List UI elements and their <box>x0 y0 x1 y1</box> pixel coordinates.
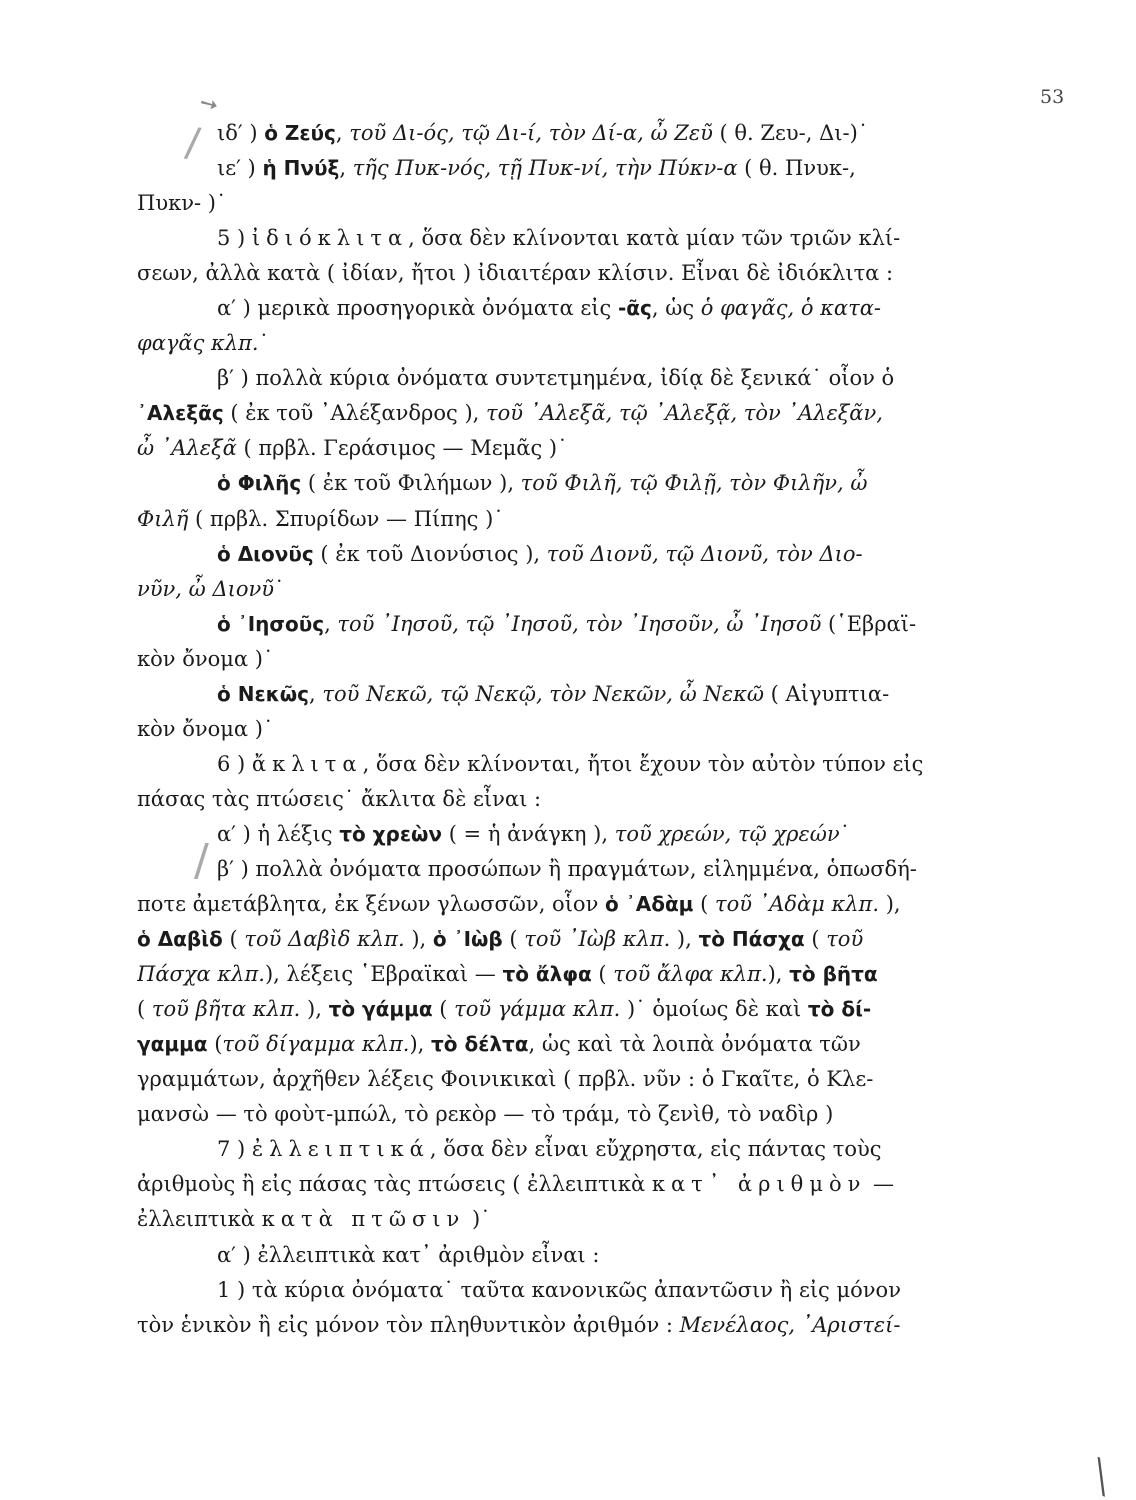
italic-form: τοῦ Δαβὶδ κλπ. <box>244 927 405 952</box>
text-segment: ), <box>409 1032 431 1057</box>
text-line <box>137 256 990 291</box>
text-segment: 5 ) <box>217 226 252 251</box>
text-line <box>137 852 990 887</box>
italic-form: τοῦ ᾿Αλεξᾶ, τῷ ᾿Αλεξᾷ, τὸν ᾿Αλεξᾶν, <box>485 401 883 426</box>
text-segment: ιε′ ) <box>217 156 263 181</box>
text-segment: ˙ <box>258 331 270 356</box>
text-line <box>137 466 990 501</box>
text-segment: ποτε ἀμετάβλητα, ἐκ ξένων γλωσσῶν, οἷον <box>137 892 606 917</box>
text-line <box>137 186 990 221</box>
text-line <box>137 747 990 782</box>
text-segment: ἐλλειπτικὰ <box>137 1207 262 1232</box>
text-line <box>137 887 990 922</box>
spaced-term: ἰδιόκλιτα <box>251 226 409 251</box>
bold-term: ὁ Δαβὶδ <box>137 927 223 952</box>
text-line <box>137 221 990 256</box>
text-segment: ( ἐκ τοῦ ᾿Αλέξανδρος ), <box>223 401 486 426</box>
italic-form: Μενέλαος, ᾿Αριστεί- <box>679 1312 901 1337</box>
text-segment: μανσὼ — τὸ φοὺτ-μπώλ, τὸ ρεκὸρ — τὸ τράμ, τὸ ζενὶθ, τὸ ναδὶρ ) <box>137 1102 834 1127</box>
text-segment: 1 ) τὰ κύρια ὀνόματα˙ ταῦτα κανονικῶς ἀπαντῶσιν ἢ εἰς μόνον <box>217 1277 901 1302</box>
text-segment: 7 ) <box>217 1137 252 1162</box>
text-line <box>137 1097 990 1132</box>
text-line <box>137 361 990 396</box>
bold-term: τὸ δέλτα <box>431 1032 529 1057</box>
text-segment: Πυκν- )˙ <box>137 191 227 216</box>
italic-form: τοῦ ἄλφα κλπ. <box>613 962 768 987</box>
text-segment: τὸν ἑνικὸν ἢ εἰς μόνον τὸν πληθυντικὸν ἀριθμόν : <box>137 1312 680 1337</box>
text-segment: , ὅσα δὲν κλίνονται, ἤτοι ἔχουν τὸν αὐτὸν τύπον εἰς <box>362 751 924 776</box>
italic-form: τοῦ Φιλῆ, τῷ Φιλῇ, τὸν Φιλῆν, ὦ <box>520 471 868 496</box>
text-segment: κὸν ὄνομα )˙ <box>137 716 274 741</box>
bold-term: ὁ Φιλῆς <box>217 471 302 496</box>
italic-form: νῦν, ὦ Διονῦ <box>137 576 275 601</box>
text-segment: ), λέξεις ῾Εβραϊκαὶ — <box>264 962 503 987</box>
text-line <box>137 572 990 607</box>
text-line <box>137 151 990 186</box>
text-line <box>137 116 990 151</box>
italic-form: τοῦ βῆτα κλπ. <box>151 997 301 1022</box>
italic-form: τοῦ Νεκῶ, τῷ Νεκῷ, τὸν Νεκῶν, ὦ Νεκῶ <box>322 681 764 706</box>
text-segment: ), <box>300 997 329 1022</box>
text-segment: ), <box>404 927 433 952</box>
text-line <box>137 712 990 747</box>
bold-term: ὁ Ζεύς <box>264 121 336 145</box>
italic-form: Πάσχα κλπ. <box>137 962 265 987</box>
italic-form: τοῦ ᾿Ιὼβ κλπ. <box>524 927 671 952</box>
text-line <box>137 1273 990 1308</box>
spaced-term: κατ᾿ ἀριθμὸν <box>651 1172 867 1197</box>
text-segment: )˙ ὁμοίως δὲ καὶ <box>620 997 808 1022</box>
text-segment: ( <box>693 892 715 917</box>
text-segment: ιδ′ ) <box>217 121 265 145</box>
text-line <box>137 1132 990 1167</box>
text-line <box>137 817 990 852</box>
spaced-term: ἐλλειπτικά <box>251 1137 430 1162</box>
text-segment: ˙ <box>274 576 285 601</box>
text-segment: , ὡς <box>651 296 701 321</box>
text-segment: β′ ) πολλὰ κύρια ὀνόματα συντετμημένα, ἰδίᾳ δὲ ξενικά˙ οἷον ὁ <box>217 366 895 391</box>
spaced-term: ἄκλιτα <box>251 751 363 776</box>
bold-term: ὁ ᾿Αδὰμ <box>605 892 694 917</box>
text-segment: , <box>339 156 353 181</box>
corner-mark-icon: ╲ <box>1086 1457 1116 1498</box>
italic-form: τοῦ χρεών, τῷ χρεών <box>614 821 840 846</box>
text-segment: ( θ. Πνυκ-, <box>737 156 856 181</box>
text-segment: πάσας τὰς πτώσεις˙ ἄκλιτα δὲ εἶναι : <box>137 786 542 811</box>
text-line <box>137 1167 990 1202</box>
body-text <box>137 116 990 1343</box>
bold-term: ἡ Πνύξ <box>262 156 340 181</box>
italic-form: τοῦ δίγαμμα κλπ. <box>222 1032 410 1057</box>
bold-term: ὁ Διονῦς <box>217 541 314 566</box>
text-line <box>137 607 990 642</box>
text-segment: ( ἐκ τοῦ Φιλήμων ), <box>301 471 521 496</box>
text-segment: ( <box>432 997 455 1022</box>
text-segment: ( <box>137 997 152 1022</box>
text-line <box>137 992 990 1027</box>
bold-term: ὁ ᾿Ιησοῦς <box>217 611 325 636</box>
bold-term: τὸ Πάσχα <box>698 927 805 952</box>
text-line <box>137 642 990 677</box>
italic-form: τοῦ ᾿Αδὰμ κλπ. <box>714 892 880 917</box>
text-line <box>137 326 990 361</box>
text-segment: ( <box>502 927 525 952</box>
italic-form: τοῦ Δι-ός, τῷ Δι-ί, τὸν Δί-α, ὦ Ζεῦ <box>349 121 713 145</box>
italic-form: ὁ φαγᾶς, ὁ κατα- <box>700 296 881 321</box>
spaced-term: κατὰ πτῶσιν <box>261 1207 466 1232</box>
text-segment: β′ ) πολλὰ ὀνόματα προσώπων ἢ πραγμάτων, εἰλημμένα, ὁπωσδή- <box>217 856 917 881</box>
text-segment: 6 ) <box>217 751 252 776</box>
bold-term: ὁ ᾿Ιὼβ <box>432 927 503 952</box>
bold-term: τὸ δί- <box>807 997 872 1022</box>
text-segment: α′ ) ἡ λέξις <box>217 821 340 846</box>
text-line <box>137 502 990 537</box>
margin-pencil-mark-icon: / <box>182 119 203 167</box>
bold-term: ὁ Νεκῶς <box>217 681 310 706</box>
text-line <box>137 1238 990 1273</box>
bold-term: τὸ βῆτα <box>789 962 878 987</box>
text-segment: )˙ <box>465 1207 491 1232</box>
text-segment: κὸν ὄνομα )˙ <box>137 646 274 671</box>
text-line <box>137 1027 990 1062</box>
text-segment: σεων, ἀλλὰ κατὰ ( ἰδίαν, ἤτοι ) ἰδιαιτέραν κλίσιν. Εἶναι δὲ ἰδιόκλιτα : <box>137 261 894 286</box>
text-segment: ἀριθμοὺς ἢ εἰς πάσας τὰς πτώσεις ( ἐλλειπτικὰ <box>137 1172 652 1197</box>
italic-form: τῆς Πυκ-νός, τῇ Πυκ-νί, τὴν Πύκν-α <box>352 156 738 181</box>
bold-term: τὸ ἄλφα <box>502 962 592 987</box>
italic-form: τοῦ Διονῦ, τῷ Διονῦ, τὸν Διο- <box>546 541 863 566</box>
text-segment: ( <box>804 927 827 952</box>
text-line <box>137 782 990 817</box>
text-line <box>137 1308 990 1343</box>
text-segment: ), <box>767 962 790 987</box>
margin-pencil-mark-icon: / <box>194 835 209 886</box>
bold-term: τὸ χρεὼν <box>339 821 443 846</box>
italic-form: τοῦ γάμμα κλπ. <box>454 997 621 1022</box>
text-segment: , <box>335 121 350 145</box>
bold-term: γαμμα <box>137 1032 208 1057</box>
text-segment: ( θ. Ζευ-, Δι-)˙ <box>712 121 869 145</box>
text-segment: ( Αἰγυπτια- <box>764 681 890 706</box>
text-line <box>137 396 990 431</box>
text-line <box>137 677 990 712</box>
italic-form: τοῦ <box>826 927 864 952</box>
text-segment: (῾Εβραϊ- <box>821 611 917 636</box>
text-segment: ( <box>591 962 614 987</box>
text-line <box>137 957 990 992</box>
text-line <box>137 1062 990 1097</box>
margin-arrow-icon: ➘ <box>194 89 224 120</box>
text-segment: ), <box>670 927 699 952</box>
bold-term: ᾿Αλεξᾶς <box>137 401 224 426</box>
italic-form: Φιλῆ <box>137 506 189 531</box>
text-line <box>137 431 990 466</box>
text-segment: , ὅσα δὲν κλίνονται κατὰ μίαν τῶν τριῶν κλί- <box>408 226 901 251</box>
text-line <box>137 922 990 957</box>
page-number: 53 <box>1040 86 1065 108</box>
italic-form: ὦ ᾿Αλεξᾶ <box>137 436 237 461</box>
text-segment: , <box>309 681 323 706</box>
text-segment: ( πρβλ. Γεράσιμος — Μεμᾶς )˙ <box>236 436 568 461</box>
bold-term: τὸ γάμμα <box>328 997 433 1022</box>
text-segment: ( <box>222 927 245 952</box>
text-segment: , ὡς καὶ τὰ λοιπὰ ὀνόματα τῶν <box>528 1032 861 1057</box>
text-segment: , ὅσα δὲν εἶναι εὔχρηστα, εἰς πάντας τοὺς <box>429 1137 882 1162</box>
text-segment: ( <box>207 1032 223 1057</box>
text-line <box>137 537 990 572</box>
text-segment: α′ ) μερικὰ προσηγορικὰ ὀνόματα εἰς <box>217 296 618 321</box>
text-line <box>137 1202 990 1237</box>
bold-term: -ᾶς <box>617 296 652 321</box>
text-segment: ), <box>879 892 901 917</box>
text-segment: , <box>324 611 338 636</box>
text-segment: ( πρβλ. Σπυρίδων — Πίπης )˙ <box>188 506 504 531</box>
text-segment: γραμμάτων, ἀρχῆθεν λέξεις Φοινικικαὶ ( πρβλ. νῦν : ὁ Γκαῖτε, ὁ Κλε- <box>137 1067 874 1092</box>
text-segment: α′ ) ἐλλειπτικὰ κατ᾿ ἀριθμὸν εἶναι : <box>217 1242 600 1267</box>
italic-form: φαγᾶς κλπ. <box>137 331 259 356</box>
text-segment: ( = ἡ ἀνάγκη ), <box>442 821 615 846</box>
text-segment: ( ἐκ τοῦ Διονύσιος ), <box>313 541 547 566</box>
text-line <box>137 291 990 326</box>
italic-form: τοῦ ᾿Ιησοῦ, τῷ ᾿Ιησοῦ, τὸν ᾿Ιησοῦν, ὦ ᾿Ιησοῦ <box>337 611 822 636</box>
text-segment: — <box>866 1172 895 1197</box>
text-segment: ˙ <box>839 821 851 846</box>
